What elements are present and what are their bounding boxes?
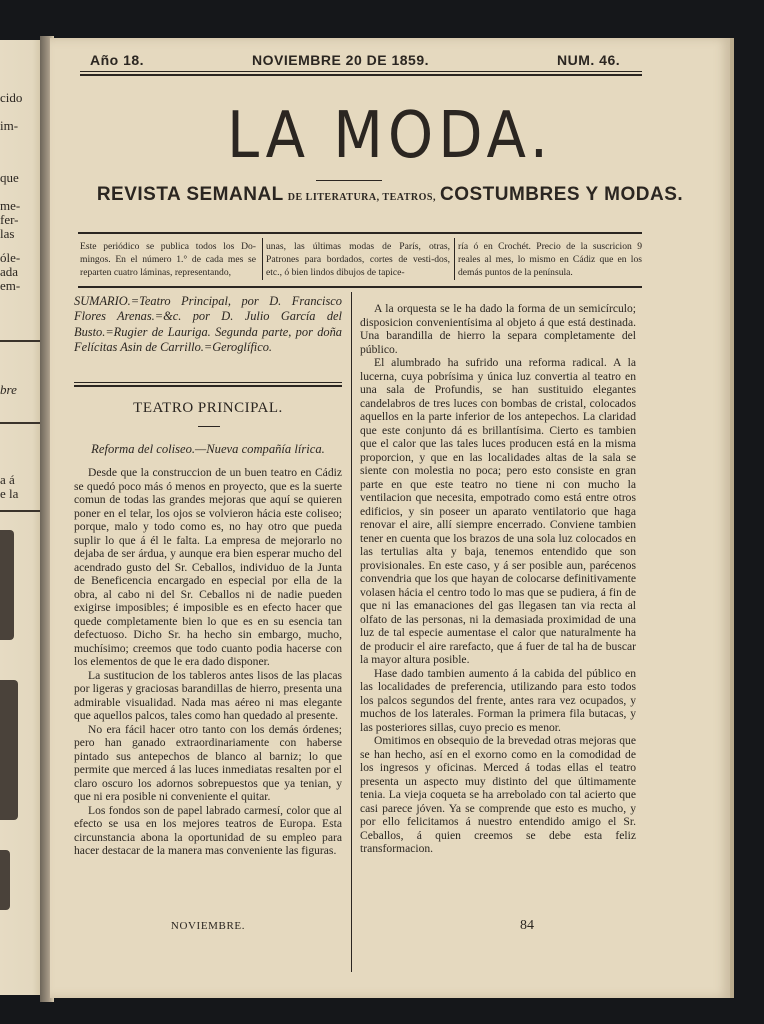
subtitle-left: REVISTA SEMANAL xyxy=(96,184,284,205)
paragraph: Los fondos son de papel labrado carmesí, color que al efecto se usa en los mejores teatros de Europa. Esta circunstancia abona la oportunidad de su empleo para hacer destacar de la manera mas conveniente las figuras. xyxy=(74,803,342,857)
issue-number: NUM. 46. xyxy=(557,52,621,68)
header-rule-thick xyxy=(80,74,642,76)
catchword: NOVIEMBRE. xyxy=(170,920,246,932)
paragraph: A la orquesta se le ha dado la forma de un semicírculo; disposicion convenientísima al objeto á que está destinada. Una barandilla de hierro la separa completamente del público. xyxy=(360,302,636,356)
notice-divider xyxy=(454,238,455,280)
prev-page-fragment: ada xyxy=(0,264,19,279)
paragraph: Omitimos en obsequio de la brevedad otras mejoras que se han hecho, así en el exorno como en la comodidad de los ingresos y oficinas. Merced á todas ellas el teatro presenta un aspecto muy distinto del que últimamente tenia. La vieja coqueta se ha arrebolado con tal acierto que casi parece jóven. Ya se comprende que esto es mucho, y por ello felicitamos á nuestro entendido amigo el Sr. Ceballos, á quien creemos se debe esta feliz transformacion. xyxy=(360,734,636,855)
notice-column: ría ó en Crochét. Precio de la suscricion 9 reales al mes, lo mismo en Cádiz que en los demás puntos de la península. xyxy=(458,241,642,278)
header-rule xyxy=(80,71,642,72)
right-column xyxy=(360,302,636,856)
masthead-subtitle xyxy=(50,184,730,206)
prev-page-fragment: fer- xyxy=(0,212,19,227)
notice-column: unas, las últimas modas de París, otras, Patrones para bordados, cortes de vesti-dos, etc., ó bien lindos dibujos de tapice- xyxy=(266,241,450,278)
subscription-notice xyxy=(78,234,642,286)
subtitle-right: COSTUMBRES Y MODAS. xyxy=(439,184,684,205)
prev-page-fragment: las xyxy=(0,226,15,241)
prev-page-fragment: e la xyxy=(0,486,19,501)
summary-rule-thick xyxy=(74,385,342,387)
issue-date: NOVIEMBRE 20 DE 1859. xyxy=(252,52,430,68)
issue-year: Año 18. xyxy=(90,52,145,68)
left-column xyxy=(74,466,342,858)
subtitle-small: DE LITERATURA, TEATROS, xyxy=(287,192,436,203)
prev-page-fragment: em- xyxy=(0,278,21,293)
section-subtitle: Reforma del coliseo.—Nueva compañía lírica. xyxy=(91,442,325,456)
summary-rule xyxy=(74,382,342,383)
prev-page-fragment: im- xyxy=(0,118,19,133)
prev-page-engraving xyxy=(0,680,18,820)
newspaper-page xyxy=(50,38,730,998)
masthead-title: LA MODA. xyxy=(227,99,553,173)
prev-page-fragment: que xyxy=(0,170,19,185)
paragraph: La sustitucion de los tableros antes lisos de las placas por ligeras y graciosas barandillas de hierro, presenta una admirable visualidad. Nada mas aéreo ni mas elegante que aquellos palcos, tales como han quedado al presente. xyxy=(74,668,342,722)
prev-page-fragment: cido xyxy=(0,90,23,105)
notice-bottom-rule xyxy=(78,286,642,288)
section-title: TEATRO PRINCIPAL. xyxy=(133,400,283,416)
section-title-dash xyxy=(198,426,220,427)
paragraph: No era fácil hacer otro tanto con los demás órdenes; pero han ganado extraordinariamente con haberse pintado sus antepechos de blanco al barniz; lo que permite que merced á las luces inmediatas resalten por el claro oscuro los adornos sobrepuestos que ya tenian, y que ni era posible ni conveniente el quitar. xyxy=(74,722,342,803)
column-divider xyxy=(351,292,352,972)
paragraph: Hase dado tambien aumento á la cabida del público en las localidades de preferencia, utilizando para esto todos los palcos segundos del frente, antes rara vez ocupados, y muchos de los laterales. Forman la primera fila butacas, y las posteriores sillas, cuyo precio es menor. xyxy=(360,666,636,734)
notice-divider xyxy=(262,238,263,280)
prev-page-engraving xyxy=(0,850,10,910)
prev-page-engraving xyxy=(0,530,14,640)
page-number: 84 xyxy=(520,918,534,933)
prev-page-fragment: óle- xyxy=(0,250,21,265)
paragraph: El alumbrado ha sufrido una reforma radical. A la lucerna, cuya pobrísima y única luz convertia al teatro en una sala de Profundis, se han sustituido elegantes candelabros de tres luces con bombas de cristal, colocados aquellos en la parte inferior de los antepechos. La claridad que este conjunto dá es brillantísima. Cierto es tambien que el calor que las tales luces producen está en la misma proporcion, y que en las localidades altas de la sala se siente con molestia no poca; pero esto consiste en gran parte en que este teatro no tiene ni con mucho la ventilacion que necesita, empotrado como está entre otros edificios, y sin poseer un aparato ventilatorio que haga renovar el aire, allí siempre encerrado. Conviene tambien tener en cuenta que los brazos de una sola luz colocados en las tertulias alta y baja, tenemos entendido que son provisionales. En este caso, y á ser posible aun, parécenos convendria que los que hayan de colocarse definitivamente volasen hácia el centro todo lo mas que se pudiera, á fin de que ni las emanaciones del gas llegasen tan via recta al olfato de las personas, ni la demasiada proximidad de una luz de tal especie aumentase el calor que naturalmente ha de producir el aire rarefacto, que á fuer de tal ha de buscar la mayor altura posible. xyxy=(360,356,636,666)
masthead-dash xyxy=(316,180,382,181)
notice-column: Este periódico se publica todos los Do-mingos. En el número 1.° de cada mes se reparten cuatro láminas, representando, xyxy=(80,241,256,278)
prev-page-fragment: bre xyxy=(0,382,17,397)
summary: SUMARIO.=Teatro Principal, por D. Francisco Flores Arenas.=&c. por D. Julio García del Busto.=Rugier de Lauriga. Segunda parte, por doña Felícitas Asin de Carrillo.=Geroglífico. xyxy=(74,294,342,355)
paragraph: Desde que la construccion de un buen teatro en Cádiz se quedó poco más ó menos en proyecto, que es la suerte comun de todas las grandes mejoras que aquí se quieren poner en el telar, los ojos se volvieron hácia este coliseo; porque, malo y todo como es, no hay otro que pueda suplir lo que á él le falta. La empresa de mejorarlo no dejaba de ser árdua, y aunque era bien esperar mucho del acendrado gusto del Sr. Ceballos, individuo de la Junta de Beneficencia encargado en especial por ella de la obra, al cabo ni del Sr. Ceballos ni de nadie pueden exigirse imposibles; é imposible es en efecto hacer que quede completamente bien lo que es en su esencia tan defectuoso. Dicho Sr. ha hecho sin embargo, mucho, muchísimo; creemos que todo cuanto podia hacerse con los elementos de que le era dado disponer. xyxy=(74,466,342,668)
prev-page-fragment: me- xyxy=(0,198,21,213)
prev-page-fragment: a á xyxy=(0,472,15,487)
